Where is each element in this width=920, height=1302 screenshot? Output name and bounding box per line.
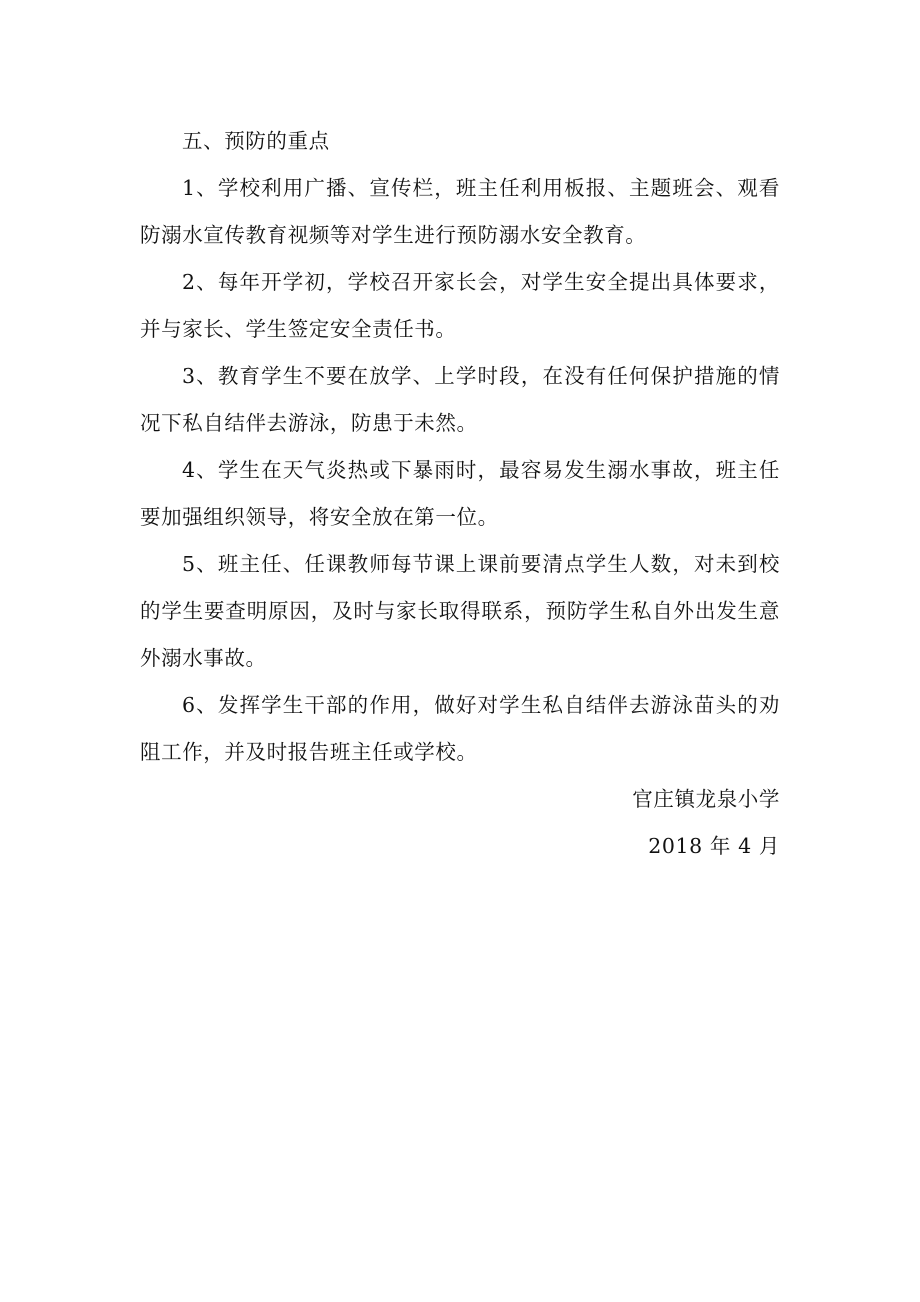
list-item: 6、发挥学生干部的作用，做好对学生私自结伴去游泳苗头的劝阻工作，并及时报告班主任或学校。 (140, 693, 780, 764)
list-item: 5、班主任、任课教师每节课上课前要清点学生人数，对未到校的学生要查明原因，及时与家长取得联系，预防学生私自外出发生意外溺水事故。 (140, 552, 780, 670)
signature-date: 2018 年 4 月 (648, 834, 780, 858)
section-heading: 五、预防的重点 (182, 129, 330, 153)
list-item: 3、教育学生不要在放学、上学时段，在没有任何保护措施的情况下私自结伴去游泳，防患于未然。 (140, 364, 780, 435)
document-body (140, 118, 780, 870)
list-item: 2、每年开学初，学校召开家长会，对学生安全提出具体要求，并与家长、学生签定安全责任书。 (140, 270, 780, 341)
signature-organization: 官庄镇龙泉小学 (632, 787, 780, 811)
list-item: 1、学校利用广播、宣传栏，班主任利用板报、主题班会、观看防溺水宣传教育视频等对学生进行预防溺水安全教育。 (140, 176, 780, 247)
list-item: 4、学生在天气炎热或下暴雨时，最容易发生溺水事故，班主任要加强组织领导，将安全放在第一位。 (140, 458, 780, 529)
